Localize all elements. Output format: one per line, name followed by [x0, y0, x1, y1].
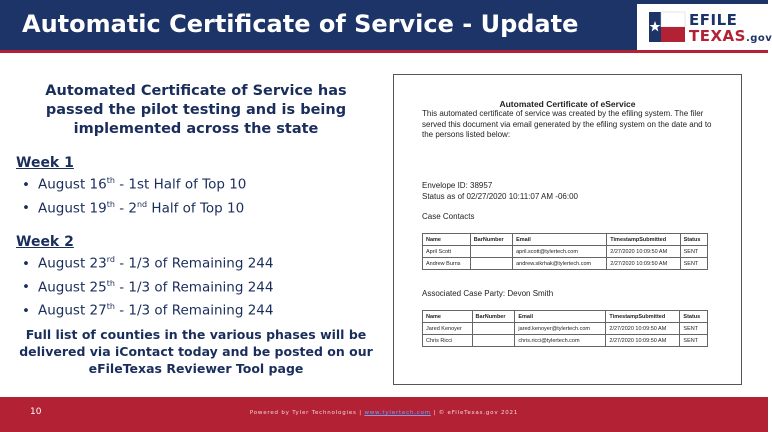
week-1-item-2: • August 19th - 2nd Half of Top 10 [22, 199, 245, 216]
week-1-heading: Week 1 [16, 155, 74, 171]
table-cell: SENT [680, 323, 708, 335]
certificate-document-image [393, 74, 742, 385]
page-number: 10 [30, 407, 42, 417]
powered-by-text: Powered by Tyler Technologies [249, 410, 357, 416]
case-contacts-table [422, 233, 708, 270]
associated-party-table [422, 310, 708, 347]
header-accent-stripe [0, 50, 768, 53]
tylertech-link[interactable]: www.tylertech.com [364, 410, 431, 416]
texas-flag-icon [649, 12, 685, 42]
column-header: TimestampSubmitted [607, 234, 680, 246]
table-header-row [423, 234, 708, 246]
associated-case-party-label: Associated Case Party: Devon Smith [422, 289, 554, 298]
distribution-note: Full list of counties in the various phases will be delivered via iContact today and be posted on our eFileTexas Reviewer Tool page [19, 327, 373, 376]
week-2-item-3: • August 27th - 1/3 of Remaining 244 [22, 302, 274, 319]
footer-credits [0, 410, 768, 416]
table-row [423, 323, 708, 335]
efile-texas-logo [637, 4, 772, 50]
table-cell: SENT [680, 246, 707, 258]
week-2-heading: Week 2 [16, 234, 74, 250]
announcement-panel [16, 82, 376, 321]
logo-efile-text: EFILE [689, 11, 738, 29]
table-cell: April Scott [423, 246, 471, 258]
table-cell: Jared Kenoyer [423, 323, 473, 335]
column-header: Name [423, 311, 473, 323]
table-header-row [423, 311, 708, 323]
footer-separator: | [433, 410, 437, 416]
table-cell: 2/27/2020 10:09:50 AM [606, 335, 680, 347]
table-cell [472, 335, 515, 347]
table-row [423, 335, 708, 347]
table-cell [472, 323, 515, 335]
table-cell: SENT [680, 258, 707, 270]
envelope-id: Envelope ID: 38957 [422, 181, 493, 190]
footer-separator: | [359, 410, 362, 416]
week-2-item-1: • August 23rd - 1/3 of Remaining 244 [22, 255, 274, 272]
table-cell [470, 246, 512, 258]
week-2-item-2: • August 25th - 1/3 of Remaining 244 [22, 278, 274, 295]
column-header: Email [515, 311, 606, 323]
table-cell: 2/27/2020 10:09:50 AM [607, 246, 680, 258]
certificate-title: Automated Certificate of eService [499, 99, 636, 109]
certificate-intro: This automated certificate of service was created by the efiling system. The filer served this document via email generated by the efiling system on the date and to the persons listed below: [422, 109, 712, 139]
lead-statement: Automated Certificate of Service has passed the pilot testing and is being implemented across the state [45, 83, 347, 137]
table-cell: Andrew Burns [423, 258, 471, 270]
column-header: Email [513, 234, 607, 246]
table-cell: 2/27/2020 10:09:50 AM [607, 258, 680, 270]
slide-title: Automatic Certificate of Service - Update [22, 10, 579, 38]
logo-texas-text: TEXAS.gov [689, 27, 772, 45]
table-cell: 2/27/2020 10:09:50 AM [606, 323, 680, 335]
column-header: Status [680, 234, 707, 246]
column-header: Status [680, 311, 708, 323]
week-1-item-1: • August 16th - 1st Half of Top 10 [22, 176, 247, 193]
table-cell: april.scott@tylertech.com [513, 246, 607, 258]
copyright-text: © eFileTexas.gov 2021 [438, 410, 519, 416]
case-contacts-label: Case Contacts [422, 212, 475, 221]
table-cell: andrew.sikrhak@tylertech.com [513, 258, 607, 270]
table-row [423, 246, 708, 258]
column-header: Name [423, 234, 471, 246]
table-cell: SENT [680, 335, 708, 347]
table-cell: Chris Ricci [423, 335, 473, 347]
column-header: TimestampSubmitted [606, 311, 680, 323]
table-cell: chris.ricci@tylertech.com [515, 335, 606, 347]
column-header: BarNumber [472, 311, 515, 323]
status-as-of: Status as of 02/27/2020 10:11:07 AM -06:00 [422, 192, 578, 201]
table-row [423, 258, 708, 270]
column-header: BarNumber [470, 234, 512, 246]
table-cell: jared.kenoyer@tylertech.com [515, 323, 606, 335]
table-cell [470, 258, 512, 270]
